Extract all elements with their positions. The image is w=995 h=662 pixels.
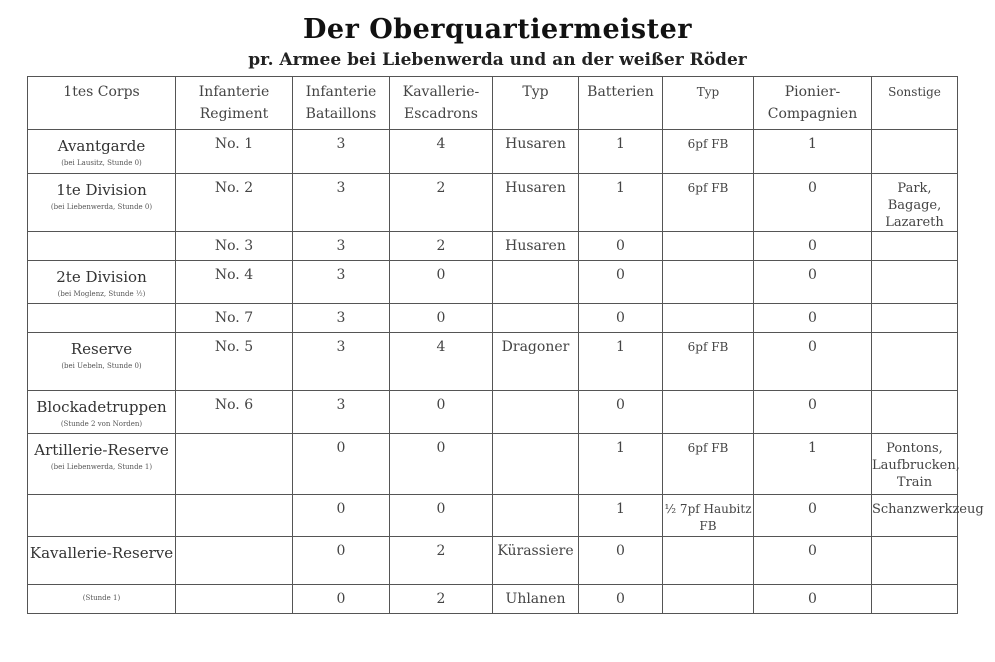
kavallerie-typ-cell: Dragoner [493, 333, 579, 391]
table-row [28, 261, 958, 304]
corps-cell [28, 537, 176, 585]
batterien-cell: 1 [579, 174, 663, 232]
document-title: Der Oberquartiermeister [303, 14, 692, 45]
regiment-cell: No. 7 [176, 304, 293, 333]
pioniere-cell: 0 [754, 261, 872, 304]
bataillons-cell: 0 [293, 495, 390, 537]
bataillons-cell: 3 [293, 304, 390, 333]
corps-name: Reserve [70, 340, 133, 358]
kavallerie-typ-cell: Kürassiere [493, 537, 579, 585]
artillerie-typ-cell [663, 261, 754, 304]
batterien-cell: 0 [579, 391, 663, 434]
table-row [28, 130, 958, 174]
artillerie-typ-cell: ½ 7pf Haubitz FB [663, 495, 754, 537]
corps-name: Avantgarde [57, 137, 146, 155]
artillerie-typ-cell: 6pf FB [663, 130, 754, 174]
regiment-cell [176, 537, 293, 585]
corps-location-note: (Stunde 2 von Norden) [60, 420, 143, 428]
pioniere-cell: 0 [754, 232, 872, 261]
table-row [28, 391, 958, 434]
header-batterien: Batterien [579, 77, 663, 130]
artillerie-typ-cell [663, 391, 754, 434]
corps-cell [28, 261, 176, 304]
corps-location-note: (bei Liebenwerda, Stunde 1) [50, 463, 153, 471]
batterien-cell: 1 [579, 434, 663, 495]
header-kavallerie-escadrons: Kavallerie-Escadrons [390, 77, 493, 130]
kavallerie-typ-cell [493, 391, 579, 434]
kavallerie-typ-cell: Husaren [493, 232, 579, 261]
corps-location-note: (Stunde 1) [82, 594, 121, 602]
artillerie-typ-cell [663, 537, 754, 585]
table-row [28, 232, 958, 261]
table-row [28, 434, 958, 495]
artillerie-typ-cell [663, 232, 754, 261]
header-artillerie-typ: Typ [663, 77, 754, 130]
bataillons-cell: 3 [293, 232, 390, 261]
table-row [28, 585, 958, 614]
bataillons-cell: 3 [293, 261, 390, 304]
escadrons-cell: 0 [390, 391, 493, 434]
pioniere-cell: 0 [754, 333, 872, 391]
sonstige-cell [872, 232, 958, 261]
pioniere-cell: 1 [754, 130, 872, 174]
sonstige-cell [872, 261, 958, 304]
batterien-cell: 0 [579, 261, 663, 304]
artillerie-typ-cell: 6pf FB [663, 174, 754, 232]
escadrons-cell: 0 [390, 261, 493, 304]
header-row [28, 77, 958, 130]
pioniere-cell: 0 [754, 304, 872, 333]
header-infanterie-bataillons: Infanterie Bataillons [293, 77, 390, 130]
header-kavallerie-typ: Typ [493, 77, 579, 130]
corps-cell [28, 495, 176, 537]
batterien-cell: 1 [579, 333, 663, 391]
corps-location-note: (bei Liebenwerda, Stunde 0) [50, 203, 153, 211]
corps-cell [28, 391, 176, 434]
escadrons-cell: 0 [390, 304, 493, 333]
corps-location-note: (bei Lausitz, Stunde 0) [61, 159, 142, 167]
batterien-cell: 0 [579, 232, 663, 261]
corps-cell [28, 304, 176, 333]
corps-cell [28, 174, 176, 232]
regiment-cell: No. 1 [176, 130, 293, 174]
escadrons-cell: 0 [390, 495, 493, 537]
corps-cell [28, 434, 176, 495]
pioniere-cell: 0 [754, 495, 872, 537]
pioniere-cell: 0 [754, 585, 872, 614]
escadrons-cell: 2 [390, 585, 493, 614]
document-subtitle: pr. Armee bei Liebenwerda und an der weißer Röder [248, 50, 747, 70]
regiment-cell: No. 2 [176, 174, 293, 232]
sonstige-cell: Schanzwerkzeug [872, 495, 958, 537]
table-row [28, 304, 958, 333]
bataillons-cell: 3 [293, 391, 390, 434]
table-row [28, 333, 958, 391]
sonstige-cell [872, 585, 958, 614]
kavallerie-typ-cell: Uhlanen [493, 585, 579, 614]
table-row [28, 537, 958, 585]
table-row [28, 174, 958, 232]
corps-cell [28, 333, 176, 391]
header-corps: 1tes Corps [28, 77, 176, 130]
batterien-cell: 0 [579, 537, 663, 585]
escadrons-cell: 2 [390, 232, 493, 261]
bataillons-cell: 3 [293, 333, 390, 391]
escadrons-cell: 2 [390, 174, 493, 232]
sonstige-cell: Pontons, Laufbrucken, Train [872, 434, 958, 495]
sonstige-cell [872, 304, 958, 333]
batterien-cell: 0 [579, 304, 663, 333]
corps-cell [28, 232, 176, 261]
kavallerie-typ-cell [493, 495, 579, 537]
artillerie-typ-cell: 6pf FB [663, 434, 754, 495]
pioniere-cell: 1 [754, 434, 872, 495]
regiment-cell [176, 495, 293, 537]
bataillons-cell: 0 [293, 537, 390, 585]
regiment-cell: No. 3 [176, 232, 293, 261]
corps-cell [28, 585, 176, 614]
bataillons-cell: 3 [293, 130, 390, 174]
kavallerie-typ-cell [493, 434, 579, 495]
corps-name: 1te Division [56, 181, 147, 199]
escadrons-cell: 2 [390, 537, 493, 585]
bataillons-cell: 0 [293, 434, 390, 495]
batterien-cell: 0 [579, 585, 663, 614]
corps-name: Kavallerie-Reserve [29, 544, 174, 562]
regiment-cell [176, 434, 293, 495]
corps-name: 2te Division [56, 268, 147, 286]
escadrons-cell: 0 [390, 434, 493, 495]
kavallerie-typ-cell [493, 261, 579, 304]
regiment-cell: No. 4 [176, 261, 293, 304]
artillerie-typ-cell [663, 304, 754, 333]
pioniere-cell: 0 [754, 537, 872, 585]
header-infanterie-regiment: Infanterie Regiment [176, 77, 293, 130]
batterien-cell: 1 [579, 130, 663, 174]
artillerie-typ-cell: 6pf FB [663, 333, 754, 391]
regiment-cell [176, 585, 293, 614]
kavallerie-typ-cell: Husaren [493, 130, 579, 174]
kavallerie-typ-cell [493, 304, 579, 333]
regiment-cell: No. 5 [176, 333, 293, 391]
corps-name: Blockadetruppen [36, 398, 167, 416]
artillerie-typ-cell [663, 585, 754, 614]
corps-name: Artillerie-Reserve [34, 441, 169, 459]
escadrons-cell: 4 [390, 130, 493, 174]
kavallerie-typ-cell: Husaren [493, 174, 579, 232]
sonstige-cell: Park, Bagage, Lazareth [872, 174, 958, 232]
pioniere-cell: 0 [754, 174, 872, 232]
bataillons-cell: 0 [293, 585, 390, 614]
bataillons-cell: 3 [293, 174, 390, 232]
header-pionier-compagnien: Pionier-Compagnien [754, 77, 872, 130]
order-of-battle-table [27, 76, 984, 614]
pioniere-cell: 0 [754, 391, 872, 434]
sonstige-cell [872, 391, 958, 434]
corps-location-note: (bei Uebeln, Stunde 0) [61, 362, 142, 370]
batterien-cell: 1 [579, 495, 663, 537]
header-sonstige: Sonstige [872, 77, 958, 130]
sonstige-cell [872, 537, 958, 585]
sonstige-cell [872, 333, 958, 391]
regiment-cell: No. 6 [176, 391, 293, 434]
table-row [28, 495, 958, 537]
corps-cell [28, 130, 176, 174]
corps-location-note: (bei Moglenz, Stunde ½) [57, 290, 146, 298]
escadrons-cell: 4 [390, 333, 493, 391]
sonstige-cell [872, 130, 958, 174]
